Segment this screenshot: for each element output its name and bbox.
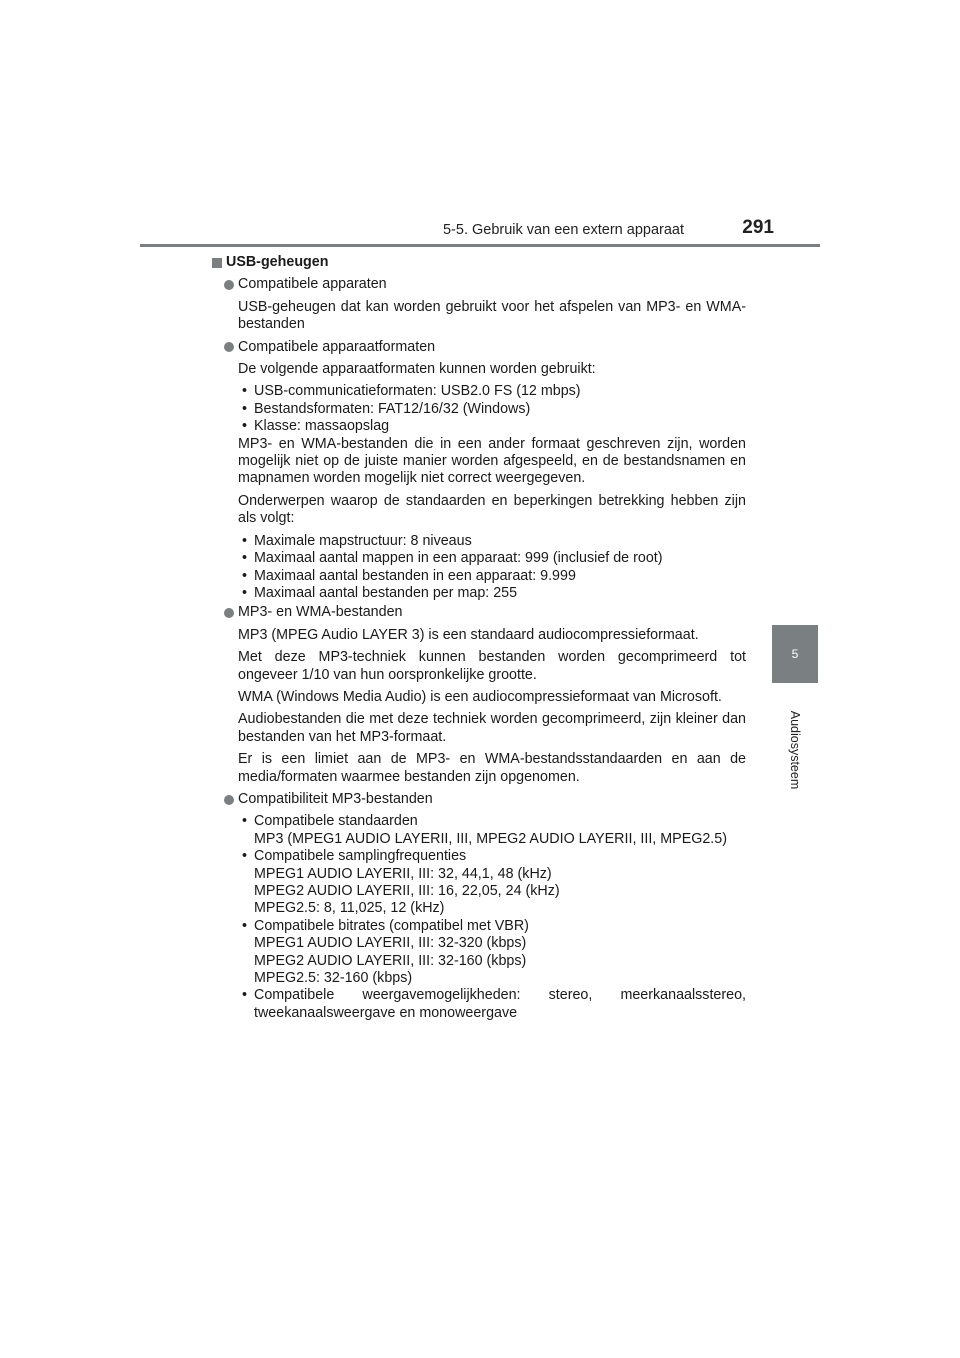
format-list (238, 383, 746, 435)
list-item: • USB-communicatieformaten: USB2.0 FS (12 mbps) (238, 383, 746, 400)
side-tab-number: 5 (772, 625, 818, 683)
paragraph: Onderwerpen waarop de standaarden en beperkingen betrekking hebben zijn als volgt: (238, 492, 746, 527)
page-header (140, 218, 820, 244)
square-bullet-icon (212, 258, 222, 268)
header-section-title: 5-5. Gebruik van een extern apparaat (442, 222, 684, 238)
paragraph: Audiobestanden die met deze techniek worden gecomprimeerd, zijn kleiner dan bestanden van het MP3-formaat. (238, 711, 746, 745)
list-item: • Bestandsformaten: FAT12/16/32 (Windows) (238, 401, 746, 418)
section-title-text: USB-geheugen (226, 254, 329, 270)
list-item: • Klasse: massaopslag (238, 418, 746, 435)
header-rule (140, 244, 820, 247)
paragraph: Met deze MP3-techniek kunnen bestanden worden gecomprimeerd tot ongeveer 1/10 van hun oorspronkelijke grootte. (238, 649, 746, 683)
list-item: • Maximaal aantal bestanden per map: 255 (238, 585, 746, 602)
circle-bullet-icon (224, 280, 234, 290)
side-tab-label: Audiosysteem (788, 710, 802, 790)
paragraph: MP3 (MPEG Audio LAYER 3) is een standaard audiocompressieformaat. (238, 626, 699, 643)
side-tab (772, 683, 818, 813)
list-item-sampling: • Compatibele samplingfrequenties MPEG1 AUDIO LAYERII, III: 32, 44,1, 48 (kHz) MPEG2 AUDIO LAYERII, III: 16, 22,05, 24 (kHz) MPEG2.5: 8, 11,025, 12 (kHz) (238, 848, 746, 918)
list-item-playback: • Compatibele weergavemogelijkheden: stereo, meerkanaalsstereo, tweekanaalsweergave en monoweergave (238, 987, 746, 1022)
limits-list (238, 533, 746, 603)
circle-bullet-icon (224, 342, 234, 352)
paragraph: Er is een limiet aan de MP3- en WMA-bestandsstandaarden en aan de media/formaten waarmee bestanden zijn opgenomen. (238, 751, 746, 785)
page-number: 291 (742, 217, 774, 238)
page-content (212, 254, 746, 1022)
list-item: • Maximaal aantal bestanden in een apparaat: 9.999 (238, 568, 746, 585)
list-item-standards: • Compatibele standaarden MP3 (MPEG1 AUDIO LAYERII, III, MPEG2 AUDIO LAYERII, III, MPEG2.5) (238, 813, 746, 848)
section-title (212, 254, 746, 271)
circle-bullet-icon (224, 795, 234, 805)
subheading-mp3-wma-files: MP3- en WMA-bestanden (224, 604, 746, 621)
list-item: • Maximale mapstructuur: 8 niveaus (238, 533, 746, 550)
subheading-mp3-compatibility: Compatibiliteit MP3-bestanden (224, 791, 746, 808)
paragraph: MP3- en WMA-bestanden die in een ander formaat geschreven zijn, worden mogelijk niet op de juiste manier worden afgespeeld, en de bestandsnamen en mapnamen worden mogelijk niet correct weergegeven. (238, 435, 746, 487)
list-item: • Maximaal aantal mappen in een apparaat: 999 (inclusief de root) (238, 550, 746, 567)
paragraph: De volgende apparaatformaten kunnen worden gebruikt: (238, 361, 596, 378)
paragraph: WMA (Windows Media Audio) is een audiocompressieformaat van Microsoft. (238, 688, 722, 705)
list-item-bitrates: • Compatibele bitrates (compatibel met VBR) MPEG1 AUDIO LAYERII, III: 32-320 (kbps) MPEG2 AUDIO LAYERII, III: 32-160 (kbps) MPEG2.5: 32-160 (kbps) (238, 918, 746, 988)
compatibility-list (238, 813, 746, 1022)
subheading-compatible-formats: Compatibele apparaatformaten (224, 339, 746, 356)
subheading-compatible-devices: Compatibele apparaten (224, 276, 746, 293)
circle-bullet-icon (224, 608, 234, 618)
paragraph: USB-geheugen dat kan worden gebruikt voor het afspelen van MP3- en WMA-bestanden (238, 298, 746, 333)
